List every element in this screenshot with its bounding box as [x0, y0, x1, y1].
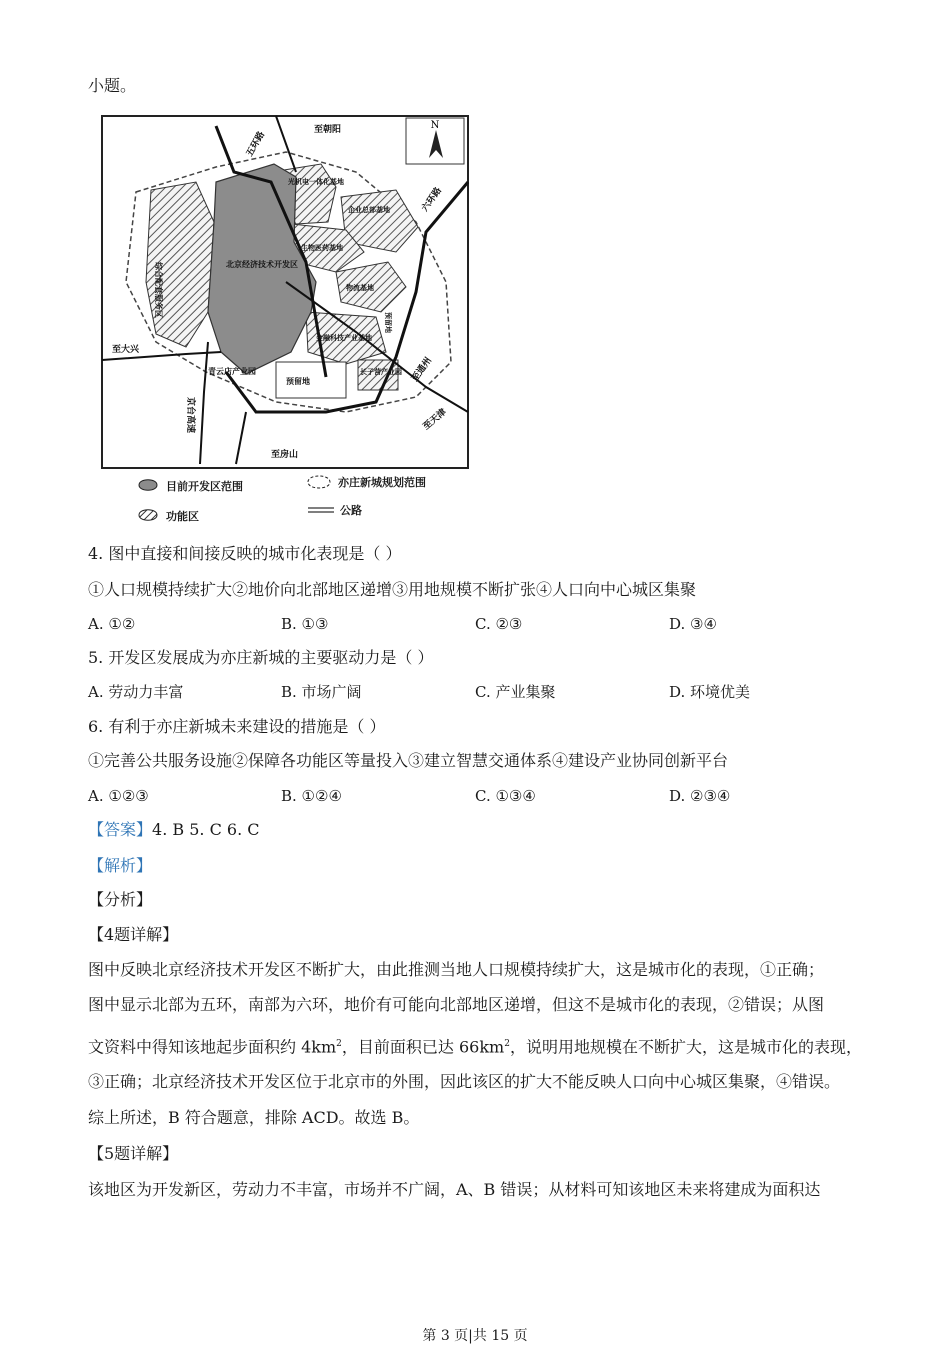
- q5-detail-title: 【5题详解】: [88, 1144, 179, 1163]
- legend-function: 功能区: [166, 510, 199, 523]
- q4-detail-line5: 综上所述，B 符合题意，排除 ACD。故选 B。: [88, 1108, 420, 1127]
- label-optoelec: 光机电一体化基地: [288, 178, 344, 186]
- label-changzi: 长子营产业园: [360, 368, 402, 376]
- label-to-tianjin: 至天津: [421, 407, 449, 433]
- label-qingyun: 青云店产业园: [208, 367, 256, 376]
- intro-text: 小题。: [88, 76, 137, 95]
- q4-line3-part3: ，说明用地规模在不断扩大，这是城市化的表现，: [509, 1037, 862, 1057]
- label-finance: 金融科技产业基地: [316, 334, 372, 342]
- label-ring6: 六环路: [420, 185, 444, 214]
- q5-option-b: B. 市场广阔: [281, 683, 362, 701]
- q4-detail-line3: [88, 1034, 874, 1057]
- q4-detail-title: 【4题详解】: [88, 925, 179, 944]
- q4-line3-sup1: 2: [336, 1039, 342, 1049]
- label-to-daxing: 至大兴: [112, 345, 140, 355]
- q4-option-b: B. ①③: [281, 615, 329, 633]
- answer-text: 4. B 5. C 6. C: [152, 820, 260, 839]
- q5-option-c: C. 产业集聚: [475, 683, 556, 701]
- page-footer: 第 3 页|共 15 页: [422, 1328, 528, 1344]
- q4-stem: 4. 图中直接和间接反映的城市化表现是（ ）: [88, 544, 402, 563]
- label-reserve: 预留地: [286, 377, 310, 386]
- q4-statements: ①人口规模持续扩大②地价向北部地区递增③用地规模不断扩张④人口向中心城区集聚: [88, 580, 697, 599]
- q4-option-d: D. ③④: [669, 615, 717, 633]
- legend-planned-swatch: [304, 472, 334, 492]
- q6-option-c: C. ①③④: [475, 787, 536, 805]
- q4-option-c: C. ②③: [475, 615, 523, 633]
- q4-line3-sup2: 2: [504, 1039, 510, 1049]
- answer-label: 【答案】: [88, 820, 153, 839]
- q6-option-b: B. ①②④: [281, 787, 342, 805]
- etown-map: [96, 112, 472, 472]
- label-reserve-east: 预留地: [384, 312, 392, 333]
- legend-planned: 亦庄新城规划范围: [338, 476, 426, 489]
- legend-road-swatch: [306, 504, 336, 516]
- q6-option-a: A. ①②③: [88, 787, 149, 805]
- q4-detail-line4: ③正确；北京经济技术开发区位于北京市的外围，因此该区的扩大不能反映人口向中心城区集聚，④错误。: [88, 1072, 841, 1091]
- label-logistics: 物流基地: [346, 284, 374, 292]
- q4-line3-part2: ，目前面积已达 66km: [341, 1037, 505, 1057]
- label-to-chaoyang: 至朝阳: [314, 125, 342, 135]
- legend-road: 公路: [340, 504, 362, 517]
- q5-option-a: A. 劳动力丰富: [88, 683, 184, 701]
- q6-option-d: D. ②③④: [669, 787, 731, 805]
- q5-option-d: D. 环境优美: [669, 683, 751, 701]
- label-ring5: 五环路: [244, 130, 268, 159]
- q5-detail-line1: 该地区为开发新区，劳动力不丰富，市场并不广阔，A、B 错误；从材料可知该地区未来将建成为面积达: [88, 1180, 821, 1199]
- q5-stem: 5. 开发区发展成为亦庄新城的主要驱动力是（ ）: [88, 648, 434, 667]
- label-to-tongzhou: 至通州: [410, 355, 434, 384]
- answer-line: [88, 820, 259, 840]
- label-to-fangshan: 至房山: [271, 450, 299, 460]
- q4-line3-part1: 文资料中得知该地起步面积约 4km: [88, 1037, 337, 1057]
- q4-option-a: A. ①②: [88, 615, 136, 633]
- q4-detail-line1: 图中反映北京经济技术开发区不断扩大，由此推测当地人口规模持续扩大，这是城市化的表现，①正确；: [88, 960, 825, 979]
- label-support: 综合配套服务区: [154, 262, 163, 318]
- legend-function-swatch: [136, 506, 160, 524]
- north-label: N: [430, 120, 440, 131]
- label-hq: 企业总部基地: [348, 206, 390, 214]
- q6-stem: 6. 有利于亦庄新城未来建设的措施是（ ）: [88, 717, 386, 736]
- section-analysis: 【分析】: [88, 890, 153, 909]
- q4-detail-line2: 图中显示北部为五环，南部为六环，地价有可能向北部地区递增，但这不是城市化的表现，②错误；从图: [88, 995, 825, 1014]
- legend-current-swatch: [136, 476, 160, 494]
- label-biomed: 生物医药基地: [301, 244, 343, 252]
- q6-statements: ①完善公共服务设施②保障各功能区等量投入③建立智慧交通体系④建设产业协同创新平台: [88, 751, 729, 770]
- analysis-label: 【解析】: [88, 856, 153, 875]
- legend-current: 目前开发区范围: [166, 480, 243, 493]
- label-jingtai: 京台高速: [185, 397, 195, 434]
- label-etown: 北京经济技术开发区: [226, 260, 298, 269]
